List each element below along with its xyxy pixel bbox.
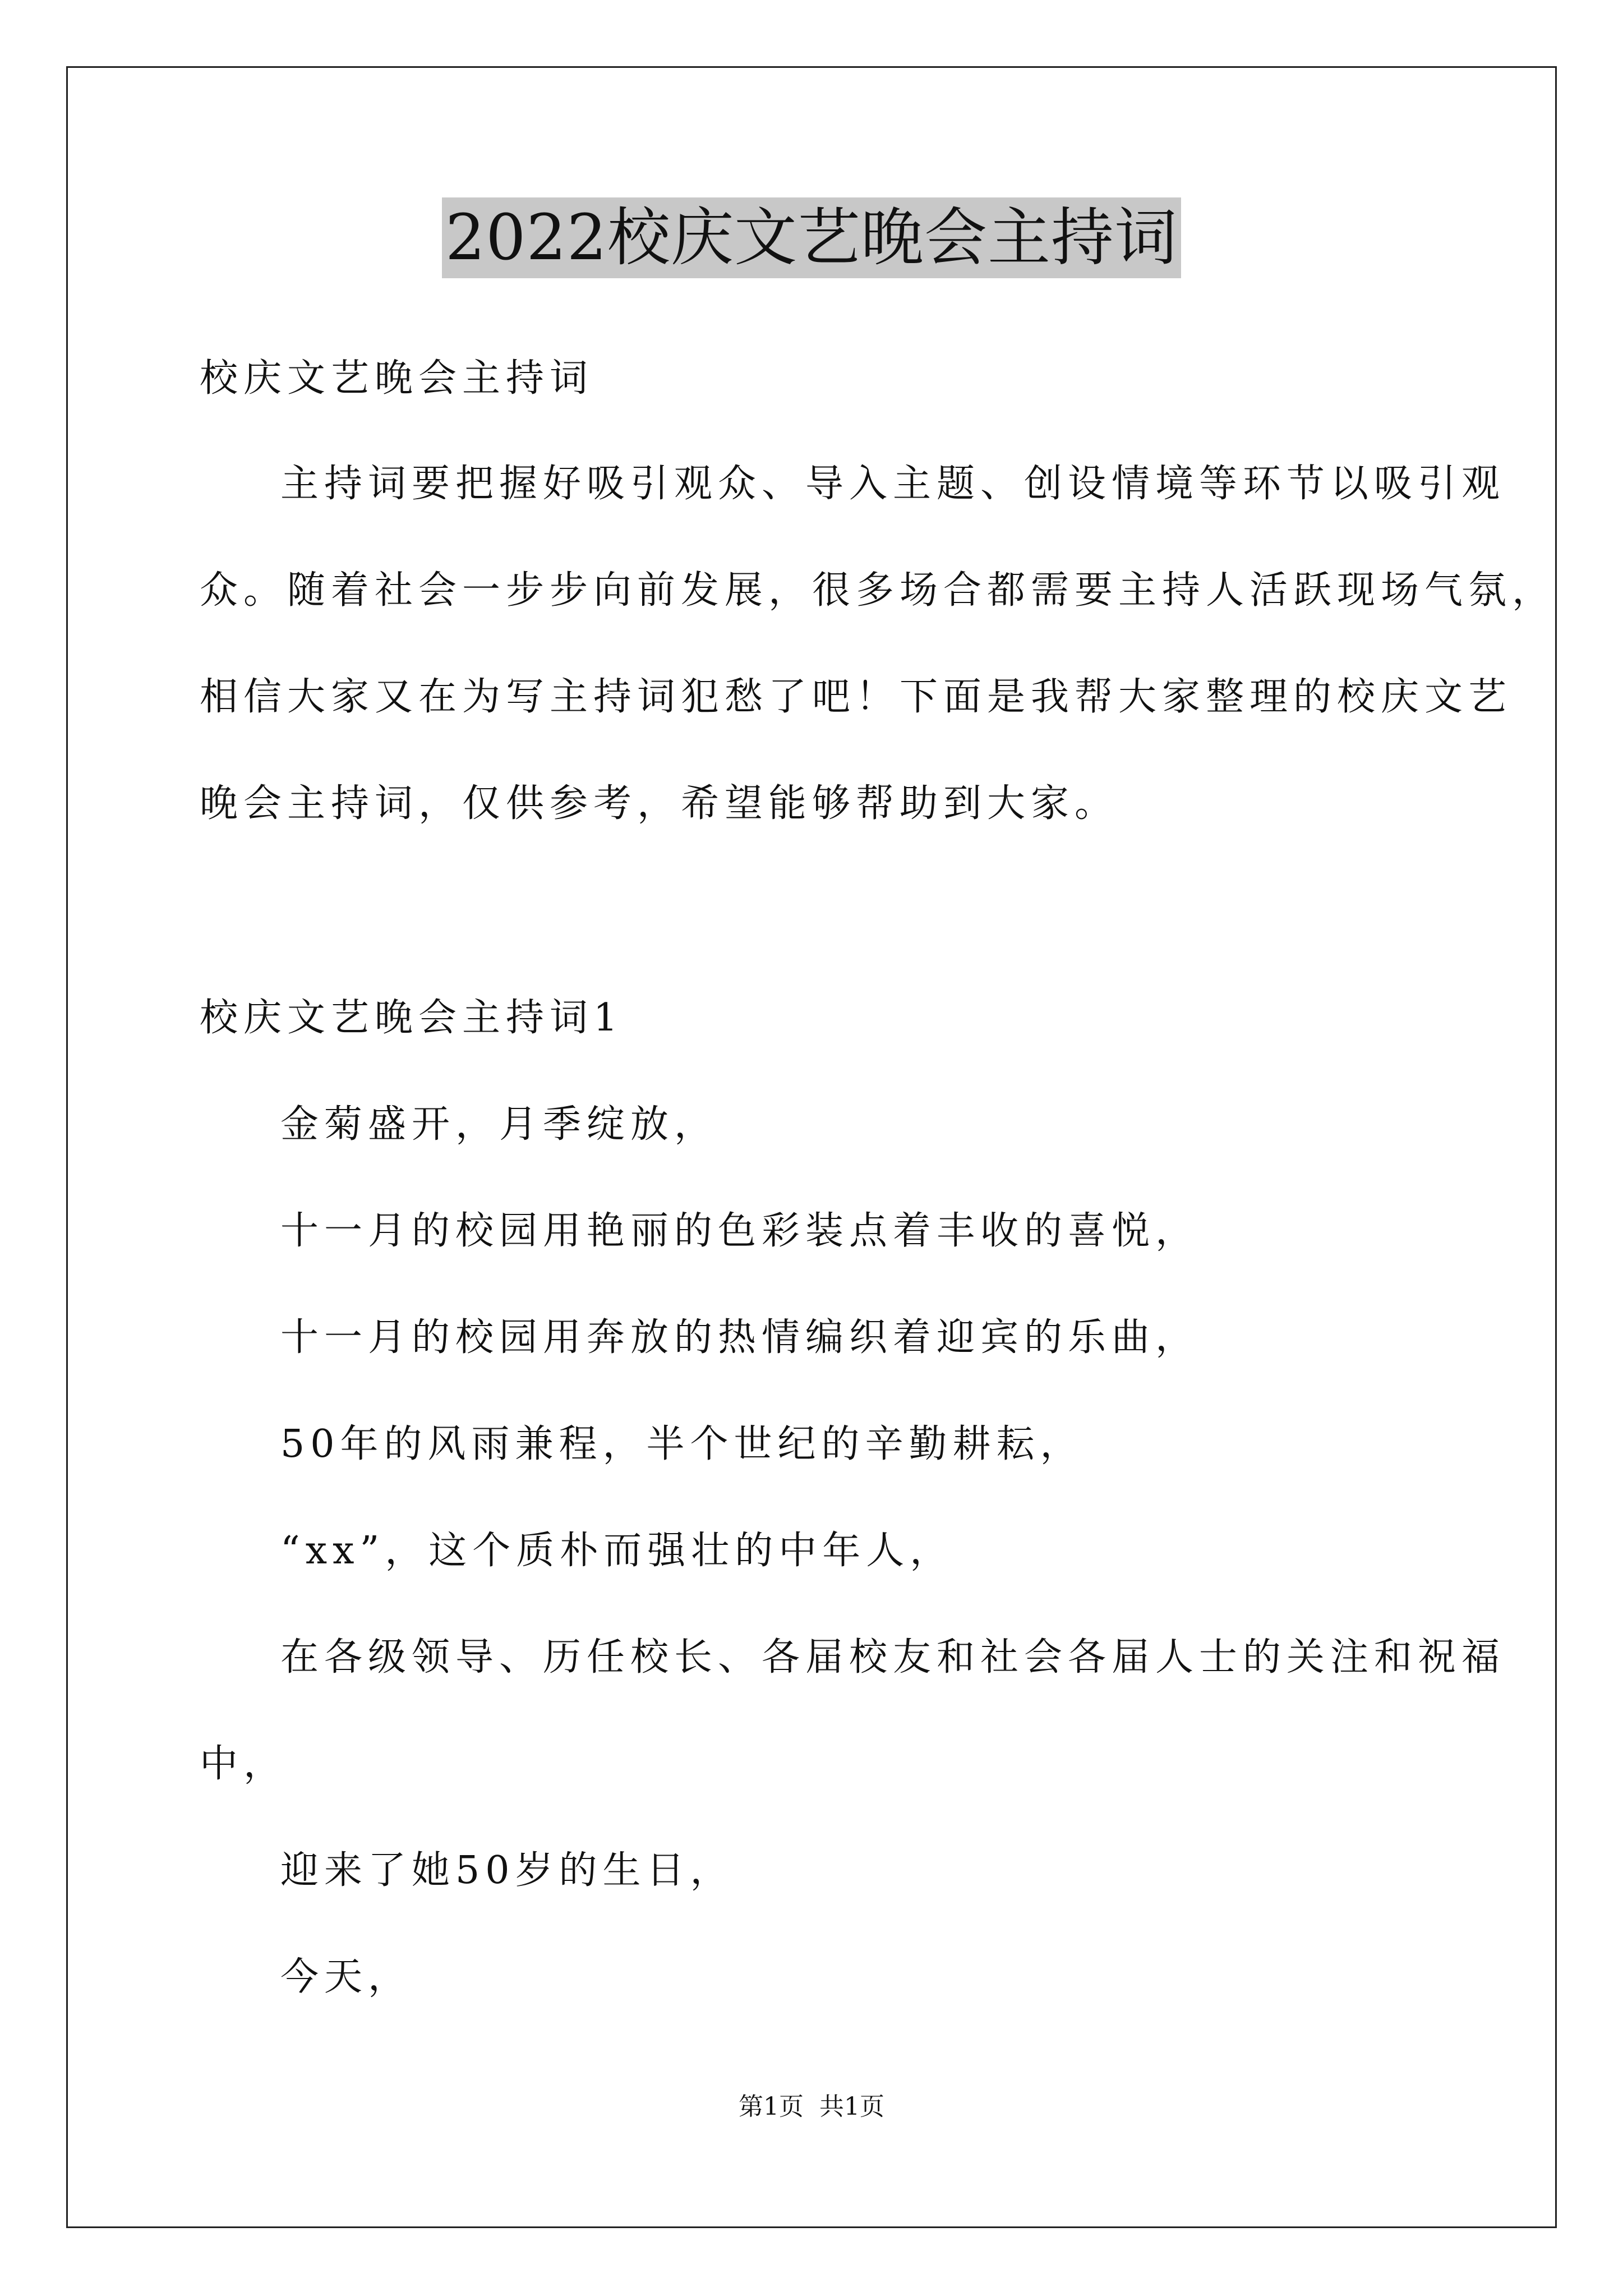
intro-line-1: 主持词要把握好吸引观众、导入主题、创设情境等环节以吸引观 (280, 462, 1506, 506)
body-line-6: 在各级领导、历任校长、各届校友和社会各届人士的关注和祝福 (280, 1635, 1506, 1680)
body-line-2: 十一月的校园用艳丽的色彩装点着丰收的喜悦， (280, 1209, 1200, 1253)
document-title: 2022校庆文艺晚会主持词 (442, 197, 1181, 278)
section-heading: 校庆文艺晚会主持词1 (200, 996, 624, 1040)
intro-line-3: 相信大家又在为写主持词犯愁了吧！下面是我帮大家整理的校庆文艺 (200, 675, 1513, 719)
body-line-7: 中， (200, 1742, 288, 1786)
page-footer: 第1页 共1页 (739, 2092, 884, 2121)
subtitle: 校庆文艺晚会主持词 (200, 356, 594, 401)
body-line-4: 50年的风雨兼程，半个世纪的辛勤耕耘， (280, 1422, 1084, 1466)
body-line-5: “xx”，这个质朴而强壮的中年人， (280, 1529, 954, 1573)
body-line-9: 今天， (280, 1955, 412, 1999)
body-line-8: 迎来了她50岁的生日， (280, 1848, 734, 1893)
intro-line-4: 晚会主持词，仅供参考，希望能够帮助到大家。 (200, 781, 1119, 826)
intro-line-2: 众。随着社会一步步向前发展，很多场合都需要主持人活跃现场气氛， (200, 568, 1556, 613)
title-container (0, 197, 1623, 278)
body-line-3: 十一月的校园用奔放的热情编织着迎宾的乐曲， (280, 1315, 1200, 1360)
body-line-1: 金菊盛开，月季绽放， (280, 1102, 718, 1147)
